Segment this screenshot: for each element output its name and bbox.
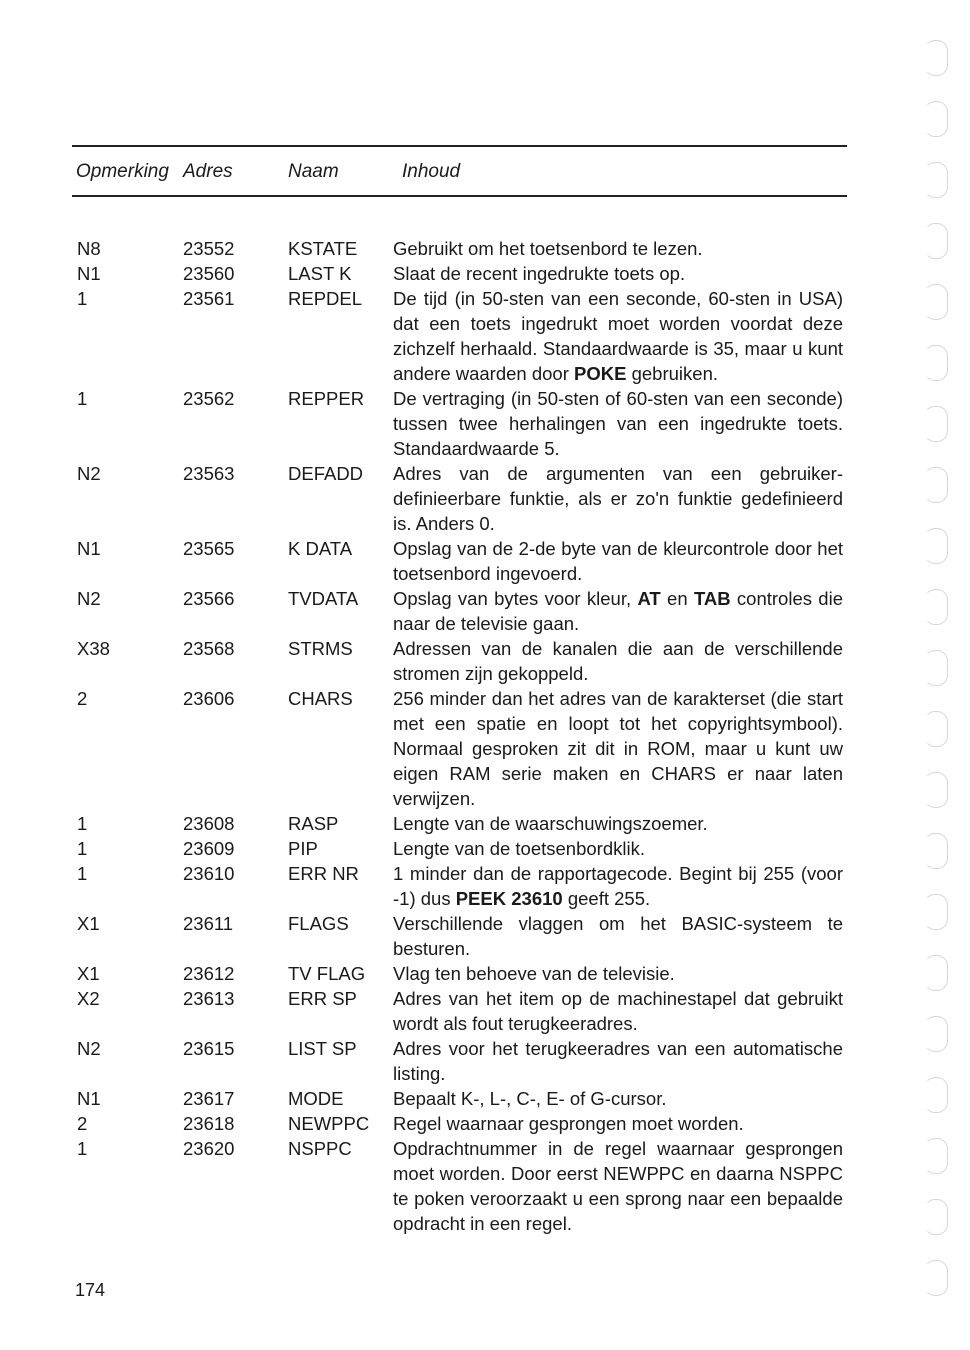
binder-hole: [924, 101, 948, 137]
row-opmerking: X38: [77, 638, 110, 659]
row-adres: 23610: [183, 863, 235, 884]
variable-table: [0, 236, 970, 1236]
description-text: geeft 255.: [562, 888, 651, 909]
description-text: en: [660, 588, 694, 609]
binder-hole: [924, 650, 948, 686]
row-inhoud: [393, 836, 843, 861]
row-naam: STRMS: [288, 638, 353, 659]
row-opmerking: N1: [77, 538, 101, 559]
description-text: Opslag van bytes voor kleur,: [393, 588, 638, 609]
row-naam: KSTATE: [288, 238, 358, 259]
row-opmerking: N1: [77, 263, 101, 284]
row-opmerking: X1: [77, 963, 100, 984]
row-naam: NEWPPC: [288, 1113, 370, 1134]
keyword: POKE: [574, 363, 627, 384]
row-adres: 23620: [183, 1138, 235, 1159]
row-adres: 23563: [183, 463, 235, 484]
header-opmerking: Opmerking: [76, 161, 169, 182]
row-opmerking: N8: [77, 238, 101, 259]
binder-hole: [924, 711, 948, 747]
row-opmerking: 1: [77, 1138, 88, 1159]
description-text: Slaat de recent ingedrukte toets op.: [393, 263, 686, 284]
description-text: Adres van de argumenten van een gebruiker-definieerbare funktie, als er zo'n funktie gedefinieerd is. Anders 0.: [393, 463, 843, 534]
row-naam: ERR NR: [288, 863, 359, 884]
page-number: 174: [75, 1280, 106, 1300]
row-inhoud: [393, 1036, 843, 1086]
row-inhoud: [393, 286, 843, 386]
description-text: controles die naar de televisie gaan.: [393, 588, 843, 634]
table-row: [0, 986, 970, 1036]
table-row: [0, 1086, 970, 1111]
row-naam: TVDATA: [288, 588, 359, 609]
description-text: Lengte van de toetsenbordklik.: [393, 838, 645, 859]
row-inhoud: [393, 236, 843, 261]
header-adres: Adres: [183, 161, 233, 182]
row-inhoud: [393, 461, 843, 536]
row-inhoud: [393, 986, 843, 1036]
row-naam: REPPER: [288, 388, 365, 409]
table-row: [0, 586, 970, 636]
row-inhoud: [393, 1136, 843, 1236]
table-header: [0, 161, 970, 187]
row-inhoud: [393, 861, 843, 911]
binder-hole: [924, 528, 948, 564]
table-row: [0, 261, 970, 286]
description-text: Verschillende vlaggen om het BASIC-systeem te besturen.: [393, 913, 843, 959]
binder-hole: [924, 1199, 948, 1235]
table-row: [0, 1111, 970, 1136]
binder-hole: [924, 223, 948, 259]
row-inhoud: [393, 686, 843, 811]
row-adres: 23606: [183, 688, 235, 709]
row-inhoud: [393, 961, 843, 986]
table-row: [0, 386, 970, 461]
row-adres: 23609: [183, 838, 235, 859]
table-row: [0, 636, 970, 686]
description-text: Regel waarnaar gesprongen moet worden.: [393, 1113, 744, 1134]
row-opmerking: 1: [77, 813, 88, 834]
description-text: Opdrachtnummer in de regel waarnaar gesprongen moet worden. Door eerst NEWPPC en daarna NSPPC te poken veroorzaakt u een sprong naar een bepaalde opdracht in een regel.: [393, 1138, 843, 1234]
description-text: 256 minder dan het adres van de karakterset (die start met een spatie en loopt tot het copyrightsymbool). Normaal gesproken zit dit in ROM, maar u kunt uw eigen RAM serie maken en CHARS er naar laten verwijzen.: [393, 688, 843, 809]
row-adres: 23615: [183, 1038, 235, 1059]
row-naam: CHARS: [288, 688, 353, 709]
description-text: De vertraging (in 50-sten of 60-sten van een seconde) tussen twee herhalingen van een ingedrukte toets. Standaardwaarde 5.: [393, 388, 843, 459]
row-naam: K DATA: [288, 538, 353, 559]
row-naam: PIP: [288, 838, 318, 859]
keyword: TAB: [693, 588, 731, 609]
row-naam: MODE: [288, 1088, 344, 1109]
table-row: [0, 236, 970, 261]
description-text: De tijd (in 50-sten van een seconde, 60-sten in USA) dat een toets ingedrukt moet worden voordat deze zichzelf herhaald. Standaardwaarde is 35, maar u kunt andere waarden door: [393, 288, 843, 384]
description-text: Opslag van de 2-de byte van de kleurcontrole door het toetsenbord ingevoerd.: [393, 538, 843, 584]
description-text: Lengte van de waarschuwingszoemer.: [393, 813, 708, 834]
row-adres: 23568: [183, 638, 235, 659]
row-opmerking: 2: [77, 1113, 88, 1134]
row-adres: 23618: [183, 1113, 235, 1134]
row-naam: TV FLAG: [288, 963, 366, 984]
description-text: Adressen van de kanalen die aan de verschillende stromen zijn gekoppeld.: [393, 638, 843, 684]
row-inhoud: [393, 586, 843, 636]
table-row: [0, 961, 970, 986]
row-inhoud: [393, 811, 843, 836]
description-text: 1 minder dan de rapportagecode. Begint bij 255 (voor -1) dus: [393, 863, 843, 909]
row-adres: 23608: [183, 813, 235, 834]
binder-hole: [924, 1138, 948, 1174]
row-adres: 23560: [183, 263, 235, 284]
table-row: [0, 811, 970, 836]
row-opmerking: N1: [77, 1088, 101, 1109]
row-inhoud: [393, 636, 843, 686]
binder-hole: [924, 1260, 948, 1296]
row-naam: RASP: [288, 813, 339, 834]
table-row: [0, 286, 970, 386]
row-naam: FLAGS: [288, 913, 349, 934]
binder-hole: [924, 40, 948, 76]
binder-hole: [924, 345, 948, 381]
row-inhoud: [393, 1111, 843, 1136]
row-naam: DEFADD: [288, 463, 364, 484]
table-row: [0, 836, 970, 861]
top-rule: [72, 145, 847, 147]
row-opmerking: N2: [77, 1038, 101, 1059]
binder-hole: [924, 772, 948, 808]
row-opmerking: X2: [77, 988, 100, 1009]
table-row: [0, 536, 970, 586]
row-opmerking: 2: [77, 688, 88, 709]
table-row: [0, 911, 970, 961]
row-naam: LIST SP: [288, 1038, 357, 1059]
description-text: Adres voor het terugkeeradres van een automatische listing.: [393, 1038, 843, 1084]
keyword: AT: [637, 588, 661, 609]
row-adres: 23552: [183, 238, 235, 259]
row-inhoud: [393, 911, 843, 961]
table-row: [0, 1136, 970, 1236]
binder-hole: [924, 833, 948, 869]
row-inhoud: [393, 261, 843, 286]
row-adres: 23611: [183, 913, 234, 934]
description-text: Bepaalt K-, L-, C-, E- of G-cursor.: [393, 1088, 667, 1109]
binder-hole: [924, 894, 948, 930]
description-text: Gebruikt om het toetsenbord te lezen.: [393, 238, 703, 259]
row-inhoud: [393, 536, 843, 586]
description-text: Adres van het item op de machinestapel dat gebruikt wordt als fout terugkeeradres.: [393, 988, 843, 1034]
binder-hole: [924, 162, 948, 198]
row-opmerking: 1: [77, 838, 88, 859]
binder-hole: [924, 467, 948, 503]
row-adres: 23617: [183, 1088, 235, 1109]
header-inhoud: Inhoud: [402, 161, 461, 182]
binder-holes: [918, 40, 958, 1340]
row-naam: ERR SP: [288, 988, 357, 1009]
binder-hole: [924, 406, 948, 442]
keyword: PEEK 23610: [455, 888, 563, 909]
row-opmerking: 1: [77, 388, 88, 409]
description-text: Vlag ten behoeve van de televisie.: [393, 963, 675, 984]
row-adres: 23566: [183, 588, 235, 609]
row-naam: LAST K: [288, 263, 352, 284]
table-row: [0, 861, 970, 911]
row-inhoud: [393, 386, 843, 461]
table-row: [0, 1036, 970, 1086]
row-opmerking: X1: [77, 913, 100, 934]
binder-hole: [924, 284, 948, 320]
binder-hole: [924, 589, 948, 625]
row-opmerking: N2: [77, 463, 101, 484]
row-opmerking: N2: [77, 588, 101, 609]
row-adres: 23612: [183, 963, 235, 984]
header-rule: [72, 195, 847, 197]
row-naam: NSPPC: [288, 1138, 352, 1159]
row-adres: 23565: [183, 538, 235, 559]
row-inhoud: [393, 1086, 843, 1111]
binder-hole: [924, 955, 948, 991]
row-adres: 23562: [183, 388, 235, 409]
table-row: [0, 461, 970, 536]
row-opmerking: 1: [77, 863, 88, 884]
binder-hole: [924, 1077, 948, 1113]
binder-hole: [924, 1016, 948, 1052]
description-text: gebruiken.: [626, 363, 719, 384]
header-naam: Naam: [288, 161, 339, 182]
row-opmerking: 1: [77, 288, 88, 309]
table-row: [0, 686, 970, 811]
row-adres: 23613: [183, 988, 235, 1009]
row-adres: 23561: [183, 288, 235, 309]
row-naam: REPDEL: [288, 288, 363, 309]
